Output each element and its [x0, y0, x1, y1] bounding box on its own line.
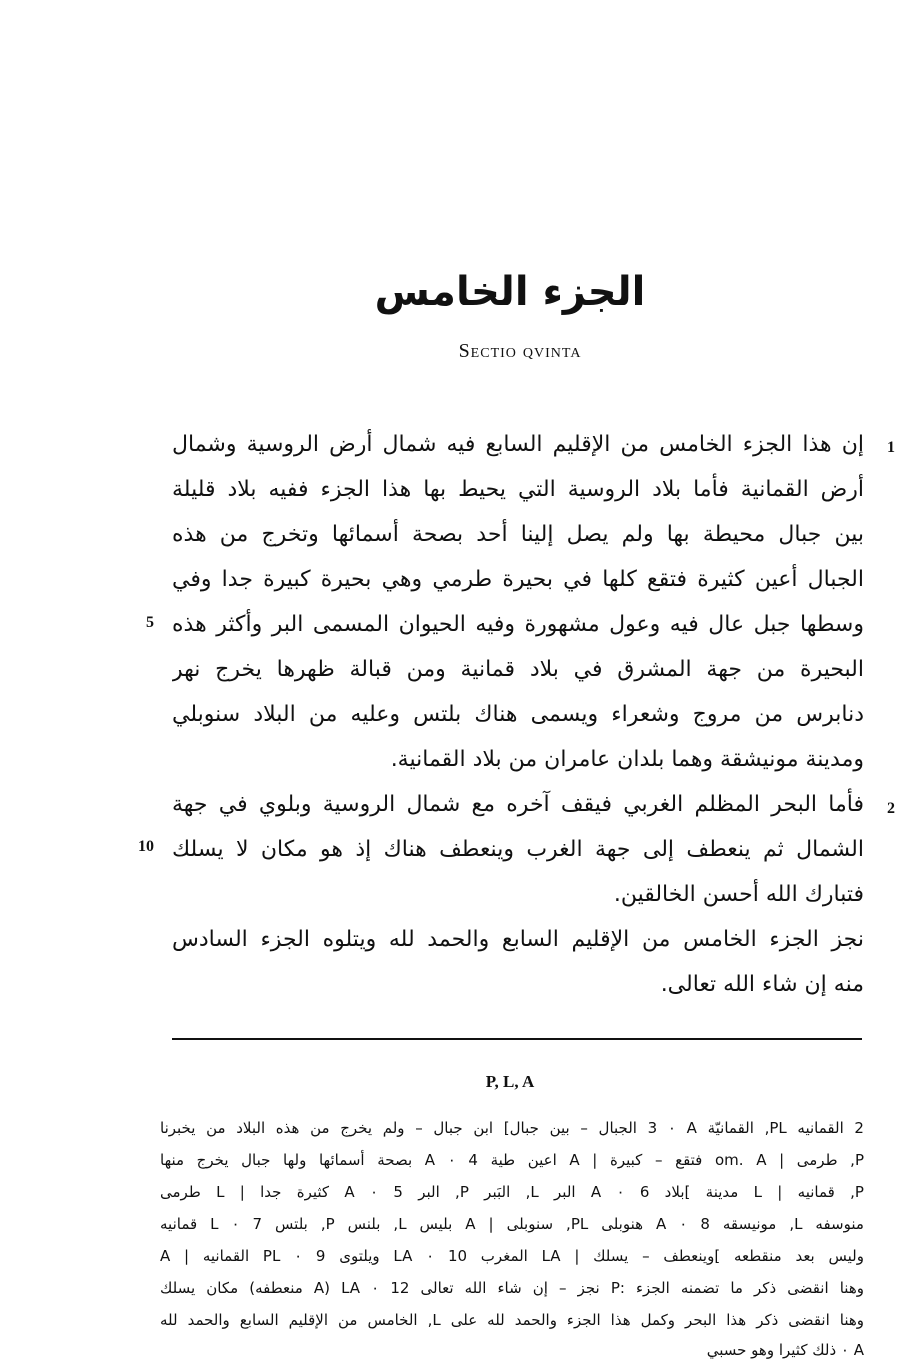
text-line: ومدينة مونيشقة وهما بلدان عامران من بلاد القمانية. [390, 747, 864, 772]
text-line: الجبال أعين كثيرة فتقع كلها في بحيرة طرمي وهي بحيرة كبيرة جدا وفي [172, 567, 864, 592]
section-title-latin: Sectio qvinta [458, 340, 582, 362]
apparatus-sigla: P, L, A [485, 1072, 535, 1091]
footnote-divider [172, 1038, 862, 1040]
text-line: البحيرة من جهة المشرق في بلاد قمانية ومن قبالة ظهرها يخرج نهر [172, 657, 864, 682]
text-line: أرض القمانية فأما بلاد الروسية التي يحيط بها هذا الجزء ففيه بلاد قليلة [172, 477, 864, 502]
line-number: 5 [146, 614, 154, 631]
apparatus-line: وهنا انقضى ذكر هذا البحر وكمل هذا الجزء والحمد لله على L, الخامس من الإقليم السابع والحمد لله [160, 1311, 864, 1329]
apparatus-line: منوسفه L, مونيسقه 8 ٠ A هنوبلى PL, سنوبلى | A بليس L, بلنس P, بلتس 7 ٠ L قمانيه [160, 1215, 864, 1233]
text-line: دنابرس من مروج وشعراء ويسمى هناك بلتس وعليه من البلاد سنوبلي [172, 702, 864, 727]
apparatus-line: A ٠ ذلك كثيرا وهو حسبي [706, 1341, 864, 1359]
section-title-arabic: الجزء الخامس [374, 269, 646, 315]
apparatus-line: وليس بعد منقطعه ]وينعطف – يسلك | LA المغرب 10 ٠ LA ويلتوى 9 ٠ PL القمانيه | A [160, 1247, 864, 1265]
text-line: نجز الجزء الخامس من الإقليم السابع والحمد لله ويتلوه الجزء السادس [172, 927, 864, 952]
text-line: فأما البحر المظلم الغربي فيقف آخره مع شمال الروسية وبلوي في جهة [172, 792, 864, 817]
apparatus-line: وهنا انقضى ذكر ما تضمنه الجزء :P نجز – إن شاء الله تعالى 12 ٠ LA (A منعطفه) مكان يسلك [160, 1279, 864, 1297]
text-line: منه إن شاء الله تعالى. [660, 972, 864, 997]
paragraph-number: 1 [887, 439, 895, 456]
line-number: 10 [138, 838, 154, 855]
text-line: بين جبال محيطة بها ولم يصل إلينا أحد بصحة أسمائها وتخرج من هذه [172, 522, 864, 547]
apparatus-line: P, قمانيه | L مدينة ]بلاد 6 ٠ A البر L, البَبر P, البر 5 ٠ A كثيرة جدا | L طرمى [160, 1183, 864, 1201]
paragraph-number: 2 [887, 800, 895, 817]
text-line: إن هذا الجزء الخامس من الإقليم السابع فيه شمال أرض الروسية وشمال [172, 432, 864, 457]
apparatus-line: P, طرمى | om. A فتقع – كبيرة | A اعين طية 4 ٠ A بصحة أسمائها ولها جبال يخرج منها [160, 1151, 864, 1169]
text-line: فتبارك الله أحسن الخالقين. [613, 882, 864, 907]
apparatus-line: 2 القمانيه PL, القمانيّة A ٠ 3 الجبال – بين جبال] ابن جبال – ولم يخرج من هذه البلاد من يخبرنا [160, 1119, 864, 1137]
text-line: الشمال ثم ينعطف إلى جهة الغرب وينعطف هناك إذ هو مكان لا يسلك [172, 837, 864, 862]
text-line: وسطها جبل عال فيه وعول مشهورة وفيه الحيوان المسمى البر وأكثر هذه [172, 612, 864, 637]
